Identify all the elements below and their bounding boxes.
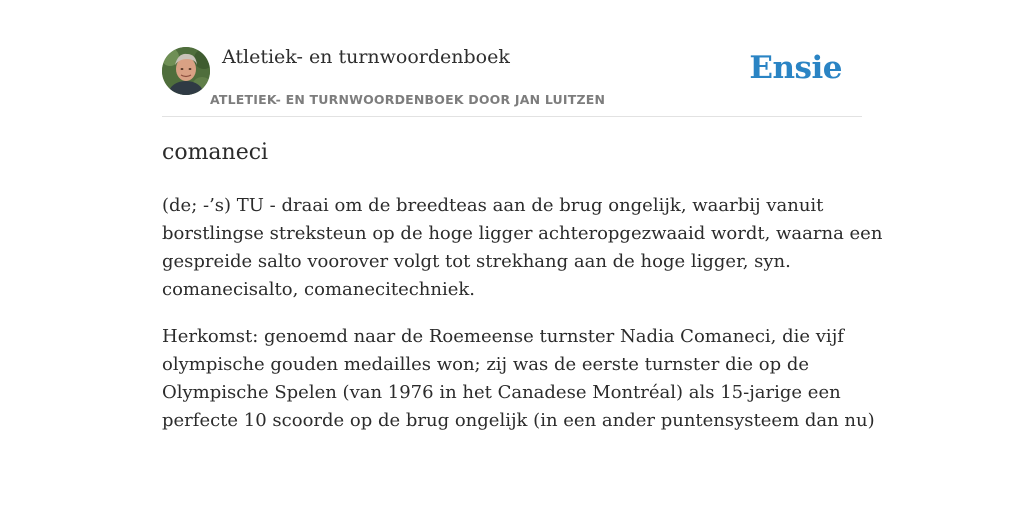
author-avatar-icon[interactable] — [162, 47, 210, 95]
entry-term: comaneci — [162, 140, 269, 165]
page-header — [162, 46, 862, 117]
ensie-logo[interactable]: Ensie — [749, 50, 842, 86]
origin-line: olympische gouden medailles won; zij was de eerste turnster die op de — [162, 354, 809, 375]
entry-origin — [162, 323, 875, 435]
definition-line: gespreide salto voorover volgt tot strekhang aan de hoge ligger, syn. — [162, 251, 791, 272]
book-subtitle[interactable]: ATLETIEK- EN TURNWOORDENBOEK DOOR JAN LUITZEN — [210, 92, 606, 107]
entry-definition — [162, 192, 883, 304]
book-title[interactable]: Atletiek- en turnwoordenboek — [222, 46, 510, 68]
definition-line: comanecisalto, comanecitechniek. — [162, 279, 476, 300]
definition-line: (de; -’s) TU - draai om de breedteas aan de brug ongelijk, waarbij vanuit — [162, 195, 824, 216]
origin-line: perfecte 10 scoorde op de brug ongelijk (in een ander puntensysteem dan nu) — [162, 410, 875, 431]
origin-line: Herkomst: genoemd naar de Roemeense turnster Nadia Comaneci, die vijf — [162, 326, 844, 347]
definition-line: borstlingse streksteun op de hoge ligger achteropgezwaaid wordt, waarna een — [162, 223, 883, 244]
origin-line: Olympische Spelen (van 1976 in het Canadese Montréal) als 15-jarige een — [162, 382, 841, 403]
